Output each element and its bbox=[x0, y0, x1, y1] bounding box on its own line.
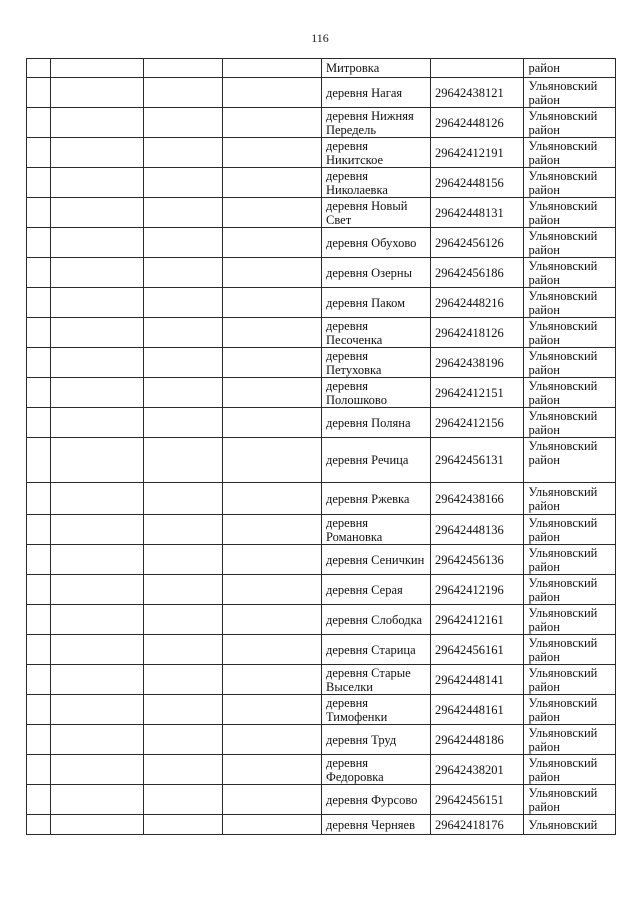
settlement-name-cell: деревня Слободка bbox=[321, 605, 430, 635]
district-cell: Ульяновский район bbox=[524, 138, 616, 168]
district-cell: Ульяновский район bbox=[524, 168, 616, 198]
settlement-name-cell: деревня Николаевка bbox=[321, 168, 430, 198]
empty-cell-4 bbox=[223, 815, 322, 835]
district-cell: Ульяновский район bbox=[524, 575, 616, 605]
settlement-name-cell: деревня Черняев bbox=[321, 815, 430, 835]
district-cell: Ульяновский район bbox=[524, 605, 616, 635]
table-row bbox=[27, 318, 616, 348]
oktmo-code-cell: 29642418126 bbox=[430, 318, 524, 348]
empty-cell-3 bbox=[144, 258, 223, 288]
settlement-name-cell: деревня Полошково bbox=[321, 378, 430, 408]
district-cell: Ульяновский район bbox=[524, 198, 616, 228]
empty-cell-3 bbox=[144, 59, 223, 78]
table-row bbox=[27, 198, 616, 228]
empty-cell-1 bbox=[27, 138, 51, 168]
settlement-table bbox=[26, 58, 616, 835]
empty-cell-1 bbox=[27, 318, 51, 348]
oktmo-code-cell: 29642412156 bbox=[430, 408, 524, 438]
empty-cell-3 bbox=[144, 815, 223, 835]
oktmo-code-cell: 29642456161 bbox=[430, 635, 524, 665]
settlement-name-cell: деревня Новый Свет bbox=[321, 198, 430, 228]
empty-cell-4 bbox=[223, 258, 322, 288]
empty-cell-2 bbox=[50, 138, 144, 168]
empty-cell-1 bbox=[27, 288, 51, 318]
table-row bbox=[27, 575, 616, 605]
empty-cell-1 bbox=[27, 408, 51, 438]
table-row bbox=[27, 665, 616, 695]
empty-cell-3 bbox=[144, 288, 223, 318]
empty-cell-2 bbox=[50, 695, 144, 725]
empty-cell-1 bbox=[27, 78, 51, 108]
empty-cell-2 bbox=[50, 545, 144, 575]
oktmo-code-cell: 29642438121 bbox=[430, 78, 524, 108]
district-cell: Ульяновский район bbox=[524, 408, 616, 438]
oktmo-code-cell: 29642412151 bbox=[430, 378, 524, 408]
settlement-name-cell: деревня Романовка bbox=[321, 515, 430, 545]
settlement-name-cell: деревня Никитское bbox=[321, 138, 430, 168]
empty-cell-2 bbox=[50, 815, 144, 835]
table-row bbox=[27, 695, 616, 725]
empty-cell-3 bbox=[144, 635, 223, 665]
empty-cell-3 bbox=[144, 755, 223, 785]
empty-cell-1 bbox=[27, 605, 51, 635]
district-cell: Ульяновский район bbox=[524, 755, 616, 785]
empty-cell-4 bbox=[223, 348, 322, 378]
empty-cell-3 bbox=[144, 348, 223, 378]
table-row bbox=[27, 228, 616, 258]
district-cell: Ульяновский район bbox=[524, 438, 616, 483]
empty-cell-1 bbox=[27, 378, 51, 408]
empty-cell-4 bbox=[223, 138, 322, 168]
settlement-name-cell: деревня Фурсово bbox=[321, 785, 430, 815]
empty-cell-2 bbox=[50, 438, 144, 483]
district-cell: Ульяновский bbox=[524, 815, 616, 835]
settlement-name-cell: деревня Федоровка bbox=[321, 755, 430, 785]
empty-cell-1 bbox=[27, 228, 51, 258]
table-row bbox=[27, 138, 616, 168]
district-cell: Ульяновский район bbox=[524, 515, 616, 545]
empty-cell-3 bbox=[144, 168, 223, 198]
empty-cell-4 bbox=[223, 605, 322, 635]
district-cell: Ульяновский район bbox=[524, 318, 616, 348]
district-cell: Ульяновский район bbox=[524, 108, 616, 138]
oktmo-code-cell: 29642456136 bbox=[430, 545, 524, 575]
oktmo-code-cell: 29642456131 bbox=[430, 438, 524, 483]
oktmo-code-cell: 29642412161 bbox=[430, 605, 524, 635]
empty-cell-3 bbox=[144, 408, 223, 438]
empty-cell-2 bbox=[50, 198, 144, 228]
table-row bbox=[27, 483, 616, 515]
table-row bbox=[27, 815, 616, 835]
empty-cell-3 bbox=[144, 378, 223, 408]
empty-cell-2 bbox=[50, 408, 144, 438]
table-row bbox=[27, 725, 616, 755]
table-row bbox=[27, 78, 616, 108]
settlement-name-cell: деревня Петуховка bbox=[321, 348, 430, 378]
district-cell: Ульяновский район bbox=[524, 228, 616, 258]
table-row bbox=[27, 378, 616, 408]
empty-cell-2 bbox=[50, 378, 144, 408]
district-cell: район bbox=[524, 59, 616, 78]
empty-cell-4 bbox=[223, 635, 322, 665]
empty-cell-2 bbox=[50, 665, 144, 695]
empty-cell-4 bbox=[223, 318, 322, 348]
empty-cell-3 bbox=[144, 108, 223, 138]
empty-cell-4 bbox=[223, 665, 322, 695]
district-cell: Ульяновский район bbox=[524, 378, 616, 408]
oktmo-code-cell bbox=[430, 59, 524, 78]
empty-cell-2 bbox=[50, 258, 144, 288]
empty-cell-2 bbox=[50, 785, 144, 815]
empty-cell-3 bbox=[144, 515, 223, 545]
empty-cell-3 bbox=[144, 78, 223, 108]
oktmo-code-cell: 29642438166 bbox=[430, 483, 524, 515]
settlement-name-cell: деревня Речица bbox=[321, 438, 430, 483]
empty-cell-3 bbox=[144, 483, 223, 515]
settlement-name-cell: деревня Озерны bbox=[321, 258, 430, 288]
empty-cell-3 bbox=[144, 665, 223, 695]
empty-cell-4 bbox=[223, 198, 322, 228]
empty-cell-1 bbox=[27, 815, 51, 835]
empty-cell-2 bbox=[50, 59, 144, 78]
empty-cell-4 bbox=[223, 483, 322, 515]
settlement-name-cell: деревня Тимофенки bbox=[321, 695, 430, 725]
empty-cell-4 bbox=[223, 575, 322, 605]
table-row bbox=[27, 635, 616, 665]
table-row bbox=[27, 288, 616, 318]
empty-cell-1 bbox=[27, 168, 51, 198]
oktmo-code-cell: 29642438196 bbox=[430, 348, 524, 378]
empty-cell-2 bbox=[50, 635, 144, 665]
settlement-name-cell: деревня Труд bbox=[321, 725, 430, 755]
empty-cell-1 bbox=[27, 438, 51, 483]
settlement-name-cell: деревня Нижняя Передель bbox=[321, 108, 430, 138]
empty-cell-1 bbox=[27, 108, 51, 138]
table-row bbox=[27, 438, 616, 483]
district-cell: Ульяновский район bbox=[524, 545, 616, 575]
empty-cell-2 bbox=[50, 483, 144, 515]
district-cell: Ульяновский район bbox=[524, 695, 616, 725]
table-body bbox=[27, 59, 616, 835]
district-cell: Ульяновский район bbox=[524, 725, 616, 755]
table-row bbox=[27, 408, 616, 438]
empty-cell-3 bbox=[144, 318, 223, 348]
empty-cell-4 bbox=[223, 785, 322, 815]
empty-cell-2 bbox=[50, 108, 144, 138]
empty-cell-2 bbox=[50, 575, 144, 605]
empty-cell-3 bbox=[144, 438, 223, 483]
empty-cell-2 bbox=[50, 78, 144, 108]
district-cell: Ульяновский район bbox=[524, 785, 616, 815]
empty-cell-4 bbox=[223, 59, 322, 78]
settlement-name-cell: деревня Сеничкин bbox=[321, 545, 430, 575]
empty-cell-1 bbox=[27, 198, 51, 228]
empty-cell-4 bbox=[223, 515, 322, 545]
empty-cell-4 bbox=[223, 438, 322, 483]
empty-cell-3 bbox=[144, 575, 223, 605]
empty-cell-3 bbox=[144, 695, 223, 725]
empty-cell-2 bbox=[50, 605, 144, 635]
oktmo-code-cell: 29642438201 bbox=[430, 755, 524, 785]
empty-cell-4 bbox=[223, 78, 322, 108]
empty-cell-3 bbox=[144, 605, 223, 635]
table-row bbox=[27, 348, 616, 378]
settlement-name-cell: деревня Песоченка bbox=[321, 318, 430, 348]
empty-cell-1 bbox=[27, 59, 51, 78]
table-row bbox=[27, 108, 616, 138]
table-row bbox=[27, 785, 616, 815]
settlement-name-cell: деревня Паком bbox=[321, 288, 430, 318]
empty-cell-1 bbox=[27, 785, 51, 815]
empty-cell-4 bbox=[223, 108, 322, 138]
table-row bbox=[27, 515, 616, 545]
oktmo-code-cell: 29642448156 bbox=[430, 168, 524, 198]
table-row bbox=[27, 59, 616, 78]
table-row bbox=[27, 755, 616, 785]
empty-cell-4 bbox=[223, 545, 322, 575]
oktmo-code-cell: 29642412191 bbox=[430, 138, 524, 168]
empty-cell-2 bbox=[50, 755, 144, 785]
district-cell: Ульяновский район bbox=[524, 288, 616, 318]
district-cell: Ульяновский район bbox=[524, 78, 616, 108]
oktmo-code-cell: 29642448136 bbox=[430, 515, 524, 545]
oktmo-code-cell: 29642448141 bbox=[430, 665, 524, 695]
oktmo-code-cell: 29642448216 bbox=[430, 288, 524, 318]
empty-cell-2 bbox=[50, 288, 144, 318]
empty-cell-1 bbox=[27, 483, 51, 515]
empty-cell-4 bbox=[223, 228, 322, 258]
empty-cell-1 bbox=[27, 515, 51, 545]
oktmo-code-cell: 29642448161 bbox=[430, 695, 524, 725]
page-number: 116 bbox=[311, 31, 329, 45]
district-cell: Ульяновский район bbox=[524, 665, 616, 695]
empty-cell-4 bbox=[223, 695, 322, 725]
oktmo-code-cell: 29642448126 bbox=[430, 108, 524, 138]
empty-cell-4 bbox=[223, 378, 322, 408]
empty-cell-2 bbox=[50, 348, 144, 378]
empty-cell-1 bbox=[27, 755, 51, 785]
oktmo-code-cell: 29642456186 bbox=[430, 258, 524, 288]
empty-cell-4 bbox=[223, 755, 322, 785]
empty-cell-3 bbox=[144, 138, 223, 168]
empty-cell-1 bbox=[27, 258, 51, 288]
settlement-name-cell: деревня Серая bbox=[321, 575, 430, 605]
table-row bbox=[27, 258, 616, 288]
oktmo-code-cell: 29642456126 bbox=[430, 228, 524, 258]
empty-cell-1 bbox=[27, 695, 51, 725]
oktmo-code-cell: 29642412196 bbox=[430, 575, 524, 605]
oktmo-code-cell: 29642456151 bbox=[430, 785, 524, 815]
empty-cell-3 bbox=[144, 545, 223, 575]
settlement-name-cell: деревня Обухово bbox=[321, 228, 430, 258]
table-row bbox=[27, 168, 616, 198]
empty-cell-3 bbox=[144, 228, 223, 258]
oktmo-code-cell: 29642448131 bbox=[430, 198, 524, 228]
empty-cell-3 bbox=[144, 785, 223, 815]
empty-cell-4 bbox=[223, 725, 322, 755]
empty-cell-4 bbox=[223, 168, 322, 198]
empty-cell-4 bbox=[223, 408, 322, 438]
empty-cell-1 bbox=[27, 725, 51, 755]
empty-cell-1 bbox=[27, 665, 51, 695]
empty-cell-1 bbox=[27, 545, 51, 575]
oktmo-code-cell: 29642418176 bbox=[430, 815, 524, 835]
district-cell: Ульяновский район bbox=[524, 348, 616, 378]
empty-cell-3 bbox=[144, 725, 223, 755]
empty-cell-1 bbox=[27, 575, 51, 605]
empty-cell-2 bbox=[50, 168, 144, 198]
settlement-name-cell: деревня Нагая bbox=[321, 78, 430, 108]
district-cell: Ульяновский район bbox=[524, 258, 616, 288]
settlement-name-cell: деревня Поляна bbox=[321, 408, 430, 438]
table-row bbox=[27, 605, 616, 635]
settlement-name-cell: деревня Ржевка bbox=[321, 483, 430, 515]
settlement-name-cell: деревня Старица bbox=[321, 635, 430, 665]
district-cell: Ульяновский район bbox=[524, 635, 616, 665]
empty-cell-1 bbox=[27, 348, 51, 378]
settlement-name-cell: деревня Старые Выселки bbox=[321, 665, 430, 695]
settlement-name-cell: Митровка bbox=[321, 59, 430, 78]
empty-cell-1 bbox=[27, 635, 51, 665]
oktmo-code-cell: 29642448186 bbox=[430, 725, 524, 755]
table-row bbox=[27, 545, 616, 575]
empty-cell-2 bbox=[50, 228, 144, 258]
district-cell: Ульяновский район bbox=[524, 483, 616, 515]
empty-cell-2 bbox=[50, 515, 144, 545]
empty-cell-4 bbox=[223, 288, 322, 318]
empty-cell-2 bbox=[50, 725, 144, 755]
empty-cell-3 bbox=[144, 198, 223, 228]
empty-cell-2 bbox=[50, 318, 144, 348]
